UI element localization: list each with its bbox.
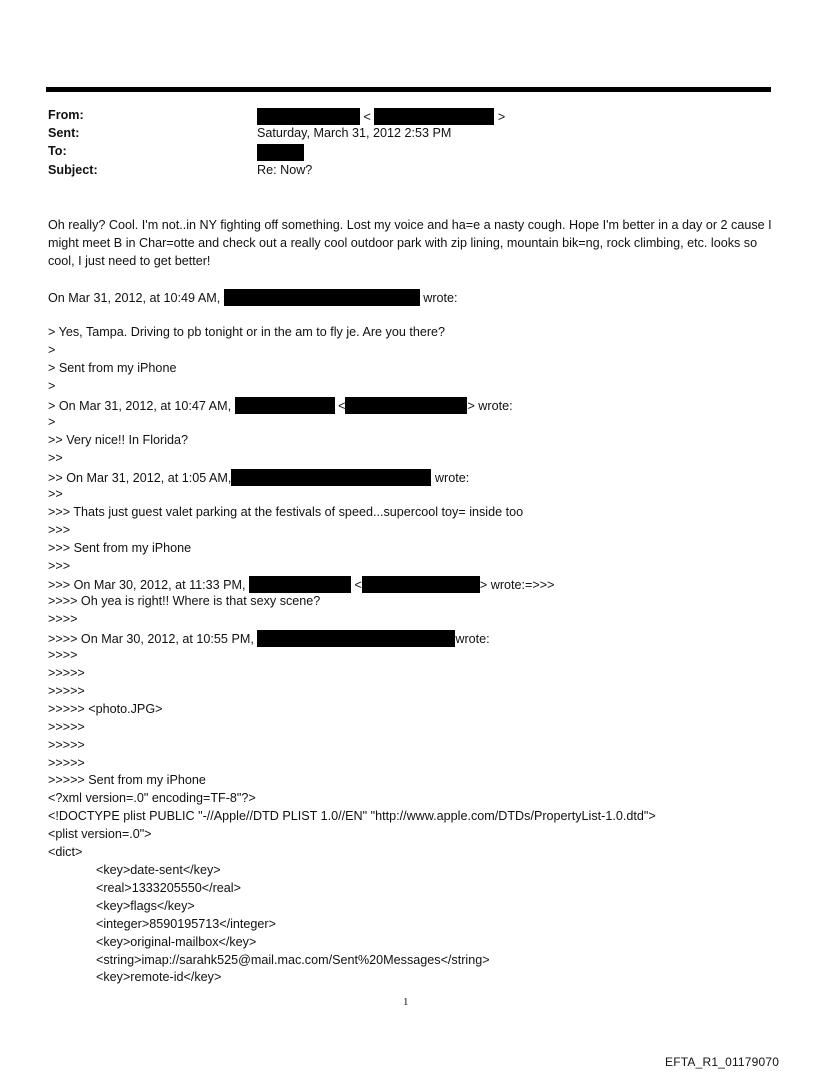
quoted-line: >>>>> [48, 720, 85, 734]
to-label: To: [48, 144, 67, 158]
header-rule [46, 87, 771, 92]
quoted-line: >>>> [48, 612, 78, 626]
from-value [257, 108, 505, 125]
xml-key: <key>original-mailbox</key> [96, 935, 257, 949]
quoted-line: > [48, 415, 56, 429]
quoted-line: >>>>> Sent from my iPhone [48, 773, 206, 787]
quoted-line: > Sent from my iPhone [48, 361, 177, 375]
quoted-line: >>>>> [48, 684, 85, 698]
subject-label: Subject: [48, 163, 98, 177]
quoted-line: >> [48, 487, 63, 501]
page-number: 1 [403, 996, 409, 1008]
redaction-box [235, 397, 335, 414]
xml-declaration: <?xml version=.0" encoding=TF-8"?> [48, 791, 256, 805]
from-open-bracket: < [363, 110, 371, 124]
redaction-box [231, 469, 431, 486]
redaction-box [257, 630, 455, 647]
redaction-box [345, 397, 467, 414]
quoted-line: > [48, 379, 56, 393]
quoted-line: >> [48, 451, 63, 465]
xml-value: <real>1333205550</real> [96, 881, 241, 895]
subject-value: Re: Now? [257, 163, 313, 177]
xml-value: <integer>8590195713</integer> [96, 917, 276, 931]
xml-key: <key>flags</key> [96, 899, 195, 913]
reply-attribution-line: >>> On Mar 30, 2012, at 11:33 PM, < > wrote:=>>> [48, 578, 555, 592]
from-close-bracket: > [497, 110, 506, 124]
xml-key: <key>remote-id</key> [96, 970, 222, 984]
redaction-box [257, 108, 360, 125]
quoted-line: >>> Sent from my iPhone [48, 541, 192, 555]
quoted-line: > [48, 343, 56, 357]
xml-plist-open: <plist version=.0"> [48, 827, 152, 841]
xml-key: <key>date-sent</key> [96, 863, 221, 877]
sent-value: Saturday, March 31, 2012 2:53 PM [257, 126, 452, 140]
reply-attribution-line: > On Mar 31, 2012, at 10:47 AM, < > wrote: [48, 399, 513, 413]
quoted-line: >>> Thats just guest valet parking at the festivals of speed...supercool toy= inside too [48, 505, 524, 519]
reply-attribution-line: >>>> On Mar 30, 2012, at 10:55 PM, wrote: [48, 632, 490, 646]
redaction-box [257, 144, 304, 161]
quoted-line: >>>> Oh yea is right!! Where is that sexy scene? [48, 594, 321, 608]
redaction-box [362, 576, 480, 593]
xml-value: <string>imap://sarahk525@mail.mac.com/Sent%20Messages</string> [96, 953, 490, 967]
quoted-line: >>> [48, 523, 71, 537]
message-body-paragraph: Oh really? Cool. I'm not..in NY fighting off something. Lost my voice and ha=e a nasty cough. Hope I'm better in a day or 2 cause I might meet B in Char=otte and check out a really cool outdoor park with zip lining, mountain bik=ng, rock climbing, etc. looks so cool, I just need to get better! [48, 218, 772, 268]
to-value [257, 144, 304, 161]
quoted-line: > Yes, Tampa. Driving to pb tonight or in the am to fly je. Are you there? [48, 325, 446, 339]
quoted-line: >>>>> [48, 666, 85, 680]
reply-attribution-line: On Mar 31, 2012, at 10:49 AM, wrote: [48, 291, 458, 305]
redaction-box [224, 289, 420, 306]
redaction-box [374, 108, 494, 125]
redaction-box [249, 576, 351, 593]
quoted-line: >>> [48, 559, 71, 573]
xml-dict-open: <dict> [48, 845, 83, 859]
xml-doctype: <!DOCTYPE plist PUBLIC "-//Apple//DTD PLIST 1.0//EN" "http://www.apple.com/DTDs/PropertyList-1.0.dtd"> [48, 809, 656, 823]
sent-label: Sent: [48, 126, 80, 140]
reply-attribution-line: >> On Mar 31, 2012, at 1:05 AM, wrote: [48, 471, 470, 485]
quoted-line: >>>>> [48, 738, 85, 752]
quoted-line: >>>>> [48, 756, 85, 770]
attachment-line: >>>>> <photo.JPG> [48, 702, 163, 716]
quoted-line: >> Very nice!! In Florida? [48, 433, 189, 447]
from-label: From: [48, 108, 84, 122]
bates-number: EFTA_R1_01179070 [665, 1055, 780, 1069]
quoted-line: >>>> [48, 648, 78, 662]
